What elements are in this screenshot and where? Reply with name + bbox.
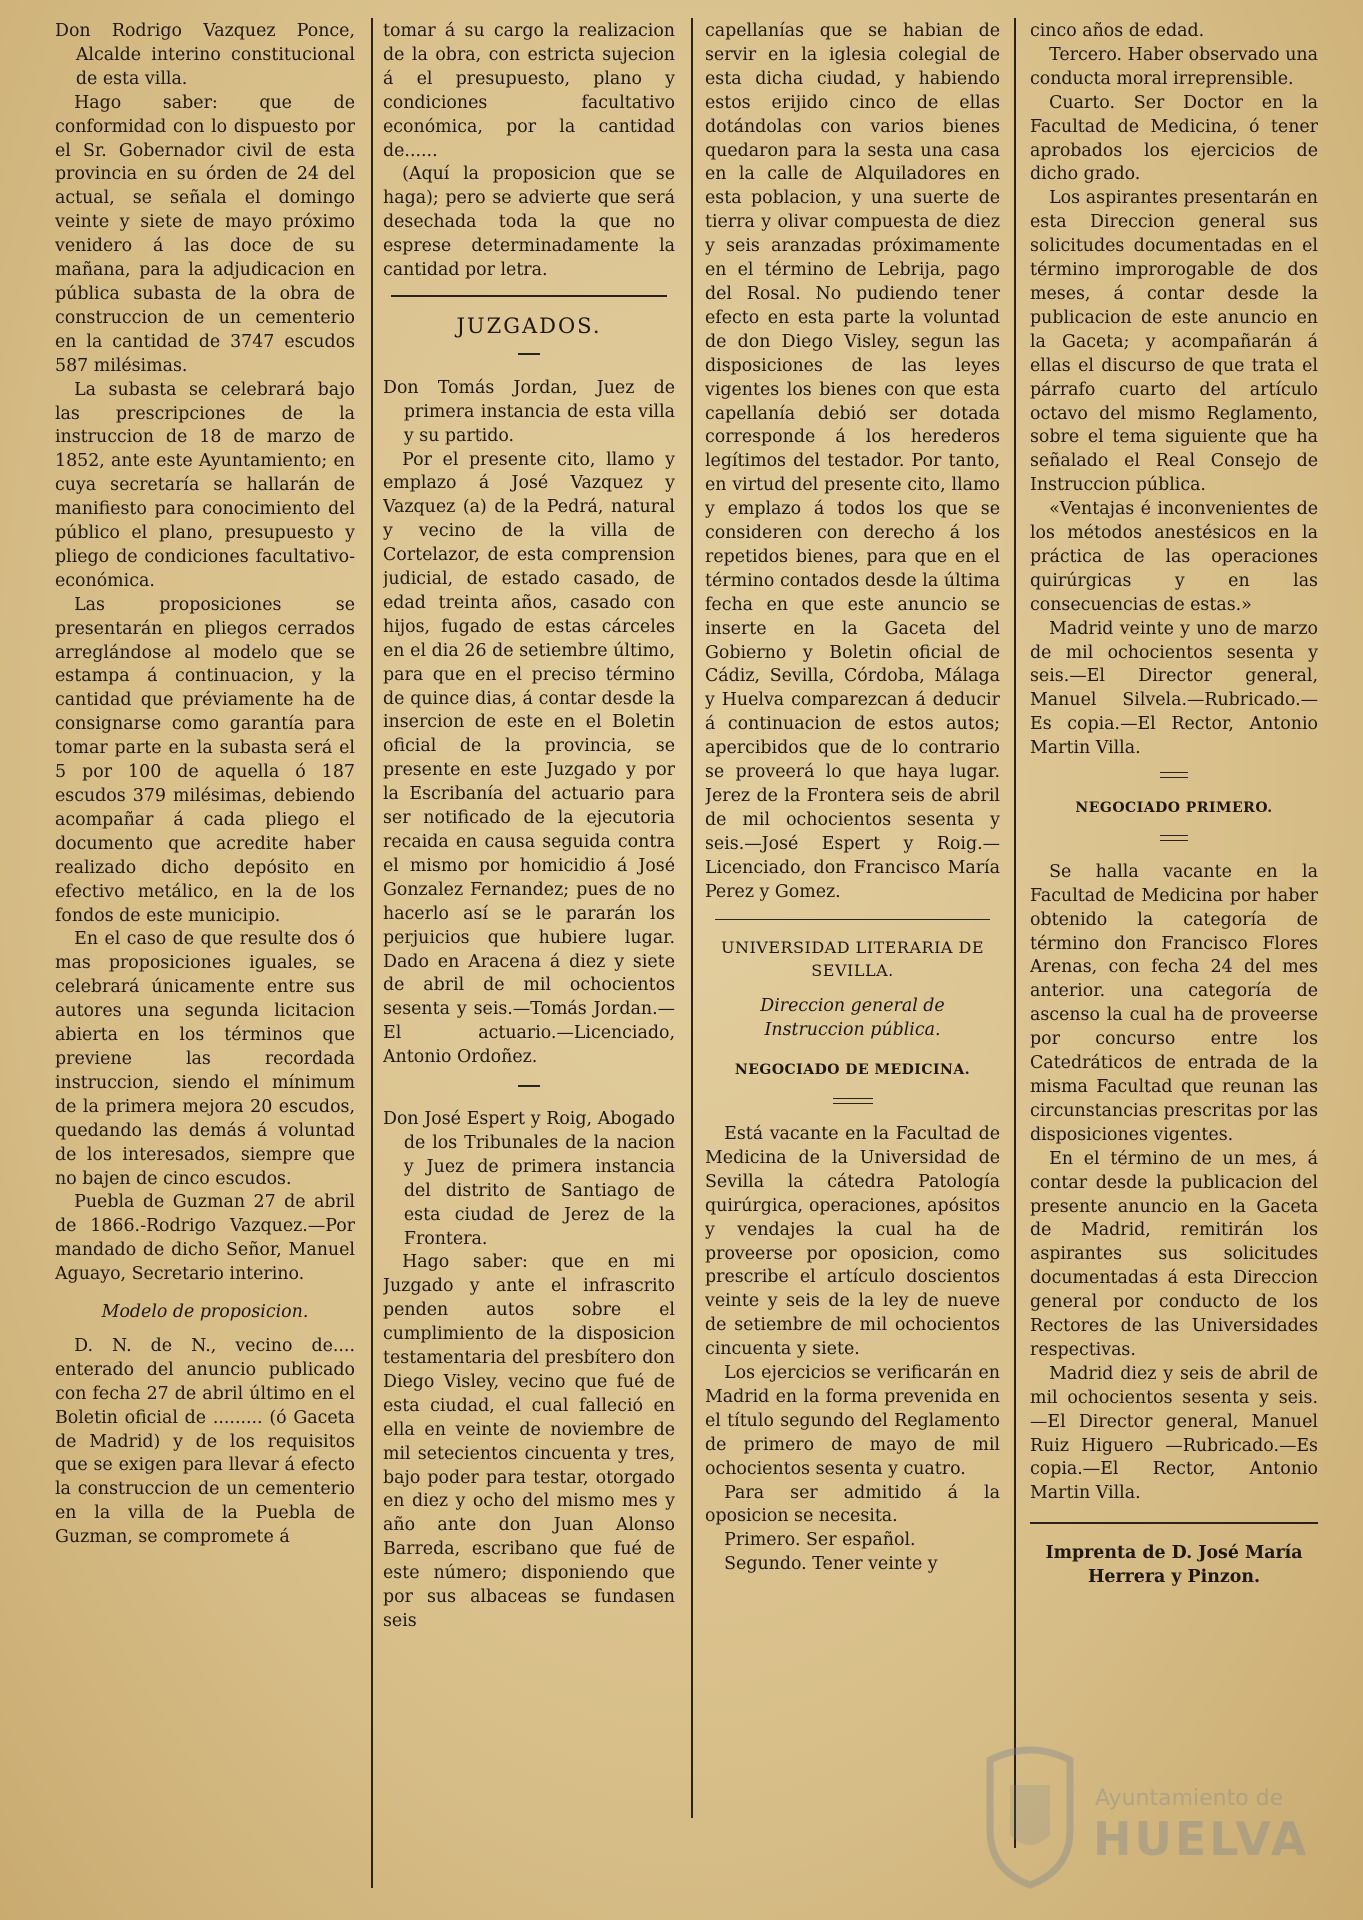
paragraph: En el término de un mes, á contar desde la publicacion del presente anuncio en la Gaceta de Madrid, remitirán los aspirantes sus solicitudes documentadas á esta Direccion general por conducto de los Rectores de las Universidades respectivas.: [1030, 1148, 1318, 1360]
double-rule: [705, 1089, 1000, 1113]
column-rule: [1014, 18, 1016, 1848]
paragraph: En el caso de que resulte dos ó mas proposiciones iguales, se celebrará únicamente entre sus autores una segunda licitacion abierta en los términos que previene las recordada instruccion, siendo el mínimum de la primera mejora 20 escudos, quedando las demás á voluntad de los interesados, siempre que no bajen de cinco escudos.: [55, 929, 355, 1189]
short-rule: [383, 1074, 675, 1098]
short-rule: [383, 343, 675, 367]
paragraph: Segundo. Tener veinte y: [724, 1554, 938, 1575]
watermark-line-2: HUELVA: [1093, 1812, 1310, 1866]
paragraph: «Ventajas é inconvenientes de los métodos anestésicos en la práctica de las operaciones quirúrgicas y en las consecuencias de estas.»: [1030, 499, 1318, 615]
paragraph: Hago saber: que de conformidad con lo dispuesto por el Sr. Gobernador civil de esta provincia en su órden de 24 del actual, se señala el domingo veinte y siete de mayo próximo venidero á las doce de su mañana, para la adjudicacion en pública subasta de la obra de construccion de un cementerio en la cantidad de 3747 escudos 587 milésimas.: [55, 92, 355, 376]
paragraph: capellanías que se habian de servir en la iglesia colegial de esta dicha ciudad, y habiendo estos erijido cinco de ellas dotándolas con varios bienes quedaron para la sesta una casa en la calle de Alquiladores en esta poblacion, y una suerte de tierra y olivar compuesta de diez y seis aranzadas próximamente en el término de Lebrija, pago del Rosal. No pudiendo tener efecto en esta parte la voluntad de don Diego Visley, segun las disposiciones de las leyes vigentes los bienes con que esta capellanía debió ser dotada corresponde á los herederos legítimos del testador. Por tanto, en virtud del presente cito, llamo y emplazo á todos los que se consideren con derecho á los repetidos bienes, para que en el término contados desde la última fecha en que este anuncio se inserte en la Gaceta del Gobierno y Boletin oficial de Cádiz, Sevilla, Córdoba, Málaga y Huelva comparezcan á deducir á continuacion de estos autos; apercibidos que de lo contrario se proveerá lo que haya lugar. Jerez de la Frontera seis de abril de mil ochocientos sesenta y seis.—José Espert y Roig.—Licenciado, don Francisco María Perez y Gomez.: [705, 21, 1000, 902]
column-4: [1030, 20, 1318, 1900]
paragraph: Está vacante en la Facultad de Medicina de la Universidad de Sevilla la cátedra Patología quirúrgica, operaciones, apósitos y vendajes la cual ha de proveerse por oposicion, como prescribe el artículo doscientos veinte y seis de la ley de nueve de setiembre de mil ochocientos cincuenta y siete.: [705, 1123, 1000, 1360]
double-rule: [1030, 763, 1318, 787]
model-heading: Modelo de proposicion.: [101, 1302, 309, 1323]
section-title: JUZGADOS.: [456, 313, 602, 338]
paragraph: tomar á su cargo la realizacion de la obra, con estricta sujecion á el presupuesto, plano y condiciones facultativo económica, por la cantidad de......: [383, 21, 675, 161]
paragraph: La subasta se celebrará bajo las prescripciones de la instruccion de 18 de marzo de 1852, ante este Ayuntamiento; en cuya secretaría se hallarán de manifiesto para conocimiento del público el plano, presupuesto y pliego de condiciones facultativo-económica.: [55, 379, 355, 591]
section-divider: [1030, 1522, 1318, 1524]
section-title: UNIVERSIDAD LITERARIA DE SEVILLA.: [720, 937, 985, 981]
paragraph: Los ejercicios se verificarán en Madrid en la forma prevenida en el título segundo del Reglamento de primero de mayo de mil ochocientos sesenta y cuatro.: [705, 1363, 1000, 1479]
edict-header: Don José Espert y Roig, Abogado de los Tribunales de la nacion y Juez de primera instancia del distrito de Santiago de esta ciudad de Jerez de la Frontera.: [383, 1108, 675, 1249]
paragraph: Para ser admitido á la oposicion se necesita.: [705, 1482, 1000, 1527]
paragraph: Hago saber: que en mi Juzgado y ante el infrascrito penden autos sobre el cumplimiento de la disposicion testamentaria del presbítero don Diego Visley, vecino que fué de esta ciudad, el cual falleció en ella en veinte de noviembre de mil setecientos cincuenta y tres, bajo poder para testar, otorgado en diez y ocho del mismo mes y año ante don Juan Alonso Barreda, escribano que fué de este número; disponiendo que por sus albaceas se fundasen seis: [383, 1252, 675, 1631]
double-rule: [1030, 827, 1318, 851]
paragraph: cinco años de edad.: [1030, 21, 1205, 41]
paragraph: Por el presente cito, llamo y emplazo á José Vazquez y Vazquez (a) de la Pedrá, natural y vecino de la villa de Cortelazor, de esta comprension judicial, de estado casado, de edad treinta años, casado con hijos, fugado de estas cárceles en el dia 26 de setiembre último, para que en el preciso término de quince dias, á contar desde la insercion de este en el Boletin oficial de la provincia, se presente en este Juzgado y por la Escribanía del actuario para ser notificado de la ejecutoria recaida en causa seguida contra el mismo por homicidio á José Gonzalez Fernandez; pues de no hacerlo así se le pararán los perjuicios que hubiere lugar. Dado en Aracena á diez y siete de abril de mil ochocientos sesenta y seis.—Tomás Jordan.—El actuario.—Licenciado, Antonio Ordoñez.: [383, 449, 675, 1068]
edict-header: Don Rodrigo Vazquez Ponce, Alcalde interino constitucional de esta villa.: [55, 21, 355, 89]
column-3: [705, 20, 1000, 1900]
paragraph: Los aspirantes presentarán en esta Direccion general sus solicitudes documentadas en el término improrogable de dos meses, á contar desde la publicacion de este anuncio en la Gaceta; y acompañarán á ellas el discurso de que trata el párrafo cuarto del artículo octavo del mismo Reglamento, sobre el tema siguiente que ha señalado el Real Consejo de Instruccion pública.: [1030, 188, 1318, 496]
paragraph: Las proposiciones se presentarán en pliegos cerrados arreglándose al modelo que se estampa á continuacion, y la cantidad que préviamente ha de consignarse como garantía para tomar parte en la subasta será el 5 por 100 de aquella ó 187 escudos 379 milésimas, debiendo acompañar á cada pliego el documento que acredite haber realizado dicho depósito en efectivo metálico, en la de los fondos de este municipio.: [55, 594, 355, 926]
column-2: [383, 20, 675, 1900]
paragraph: Tercero. Haber observado una conducta moral irreprensible.: [1030, 44, 1318, 89]
edict-header: Don Tomás Jordan, Juez de primera instancia de esta villa y su partido.: [383, 377, 675, 446]
paragraph: D. N. de N., vecino de.... enterado del anuncio publicado con fecha 27 de abril último en el Boletin oficial de ......... (ó Gaceta de Madrid) y de los requisitos que se exigen para llevar á efecto la construccion de un cementerio en la villa de la Puebla de Guzman, se compromete á: [55, 1335, 355, 1548]
paragraph: Se halla vacante en la Facultad de Medicina por haber obtenido la categoría de término don Francisco Flores Arenas, con fecha 24 del mes anterior. una categoría de ascenso la cual ha de proveerse por concurso entre los Catedráticos de entrada de la misma Facultad que reunan las circunstancias prescritas por las disposiciones vigentes.: [1030, 861, 1318, 1145]
paragraph: (Aquí la proposicion que se haga); pero se advierte que será desechada toda la que no esprese determinadamente la cantidad por letra.: [383, 164, 675, 281]
section-divider: [391, 295, 667, 297]
printer-imprint: Imprenta de D. José María Herrera y Pinzon.: [1045, 1543, 1303, 1588]
section-subtitle: Direccion general de Instruccion pública.: [760, 996, 945, 1041]
paragraph: Madrid diez y seis de abril de mil ochocientos sesenta y seis.—El Director general, Manuel Ruiz Higuero —Rubricado.—Es copia.—El Rector, Antonio Martin Villa.: [1030, 1363, 1318, 1504]
paragraph: Puebla de Guzman 27 de abril de 1866.-Rodrigo Vazquez.—Por mandado de dicho Señor, Manuel Aguayo, Secretario interino.: [55, 1192, 355, 1285]
paragraph: Madrid veinte y uno de marzo de mil ochocientos sesenta y seis.—El Director general, Manuel Silvela.—Rubricado.—Es copia.—El Rector, Antonio Martin Villa.: [1030, 618, 1318, 759]
column-rule: [371, 18, 373, 1888]
paragraph: Primero. Ser español.: [724, 1530, 916, 1551]
column-rule: [691, 18, 693, 1818]
watermark-line-1: Ayuntamiento de: [1095, 1786, 1284, 1811]
section-divider: [715, 919, 990, 920]
section-title: NEGOCIADO PRIMERO.: [1075, 800, 1273, 816]
column-1: [55, 20, 355, 1900]
section-title: NEGOCIADO DE MEDICINA.: [734, 1062, 971, 1079]
paragraph: Cuarto. Ser Doctor en la Facultad de Medicina, ó tener aprobados los ejercicios de dicho grado.: [1030, 92, 1318, 185]
